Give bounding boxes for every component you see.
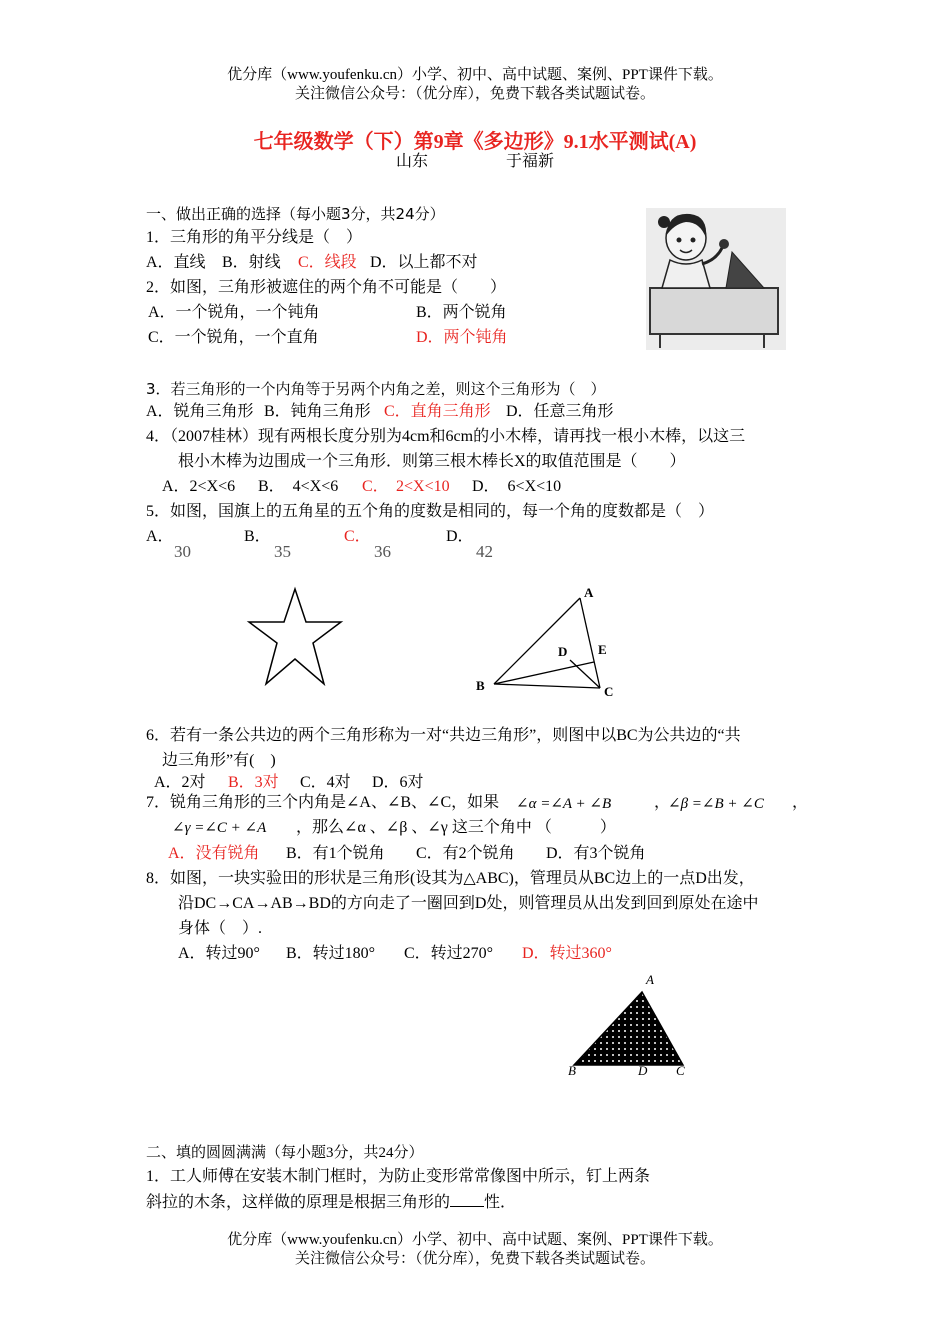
q7-comma-2: ， [792,794,809,811]
field-label-b: B [568,1063,576,1078]
q5-option-a: A． [146,528,174,545]
q1-option-b: B．射线 [222,254,281,271]
section-1-heading: 一、做出正确的选择（每小题3分，共24分） [146,205,445,223]
q7-stem-line-2: ，那么∠α 、∠β 、∠γ 这三个角中 （ ） [296,819,616,836]
q5-option-c: C． [344,528,371,545]
q8-option-c: C．转过270° [404,945,494,962]
q1-option-a: A．直线 [146,254,206,271]
field-label-d: D [638,1063,648,1078]
section-2-heading: 二、填的圆圆满满（每小题3分，共24分） [146,1145,424,1161]
field-label-c: C [676,1063,685,1078]
q6-stem-line-1: 6．若有一条公共边的两个三角形称为一对“共边三角形”，则图中以BC为公共边的“共 [146,727,741,744]
q3-stem: 3．若三角形的一个内角等于另两个内角之差，则这个三角形为（ ） [146,380,606,398]
q4-stem-line-1: 4．（2007桂林）现有两根长度分别为4cm和6cm的小木棒，请再找一根小木棒，以这三 [146,428,746,445]
q3-option-c: C．直角三角形 [384,403,491,420]
header-line-1: 优分库（www.youfenku.cn）小学、初中、高中试题、案例、PPT课件下载。 [227,67,723,83]
q8-option-b: B．转过180° [286,945,376,962]
q8-option-a: A．转过90° [178,945,260,962]
header-line-2: 关注微信公众号：（优分库），免费下载各类试题试卷。 [294,86,655,102]
q7-stem-line-1: 7．锐角三角形的三个内角是∠A、∠B、∠C，如果 [146,794,500,811]
q2-option-d: D．两个钝角 [416,329,508,346]
q2-stem: 2．如图，三角形被遮住的两个角不可能是（ ） [146,279,507,296]
q8-stem-line-1: 8．如图，一块实验田的形状是三角形(设其为△ABC)，管理员从BC边上的一点D出发， [146,870,755,887]
q7-formula-gamma: ∠γ =∠C + ∠A [172,820,267,836]
q5-option-d: D． [446,528,474,545]
q1-option-c: C．线段 [298,254,357,271]
triangle-label-d: D [558,644,568,659]
girl-covering-triangle-figure [646,208,786,350]
q4-option-d: D． 6<X<10 [472,478,562,495]
q4-option-c: 2<X<10 [396,478,450,495]
q7-option-a: A．没有锐角 [168,845,260,862]
q4-option-c-letter: C． [362,478,389,495]
q5-option-b: B． [244,528,271,545]
q2-option-c: C．一个锐角，一个直角 [148,329,319,346]
q1-stem: 1．三角形的角平分线是（ ） [146,229,363,246]
q2-option-a: A．一个锐角，一个钝角 [148,304,320,321]
q3-option-d: D．任意三角形 [506,403,614,420]
triangle-bc-figure [472,584,622,702]
fill-in-blank [450,1192,484,1207]
q5-value-b: 35 [274,542,291,561]
q7-option-d: D．有3个锐角 [546,845,646,862]
q7-option-c: C．有2个锐角 [416,845,515,862]
author-region: 山东 [396,153,429,170]
triangle-label-c: C [604,684,614,699]
five-pointed-star-figure [246,586,344,688]
q3-option-a: A．锐角三角形 [146,403,254,420]
q2-option-b: B．两个锐角 [416,304,507,321]
s2-q1-line-2 [146,1192,516,1213]
q1-option-d: D．以上都不对 [370,254,478,271]
field-label-a: A [646,972,654,987]
footer-line-2: 关注微信公众号：（优分库），免费下载各类试题试卷。 [294,1251,655,1267]
q3-option-b: B．钝角三角形 [264,403,371,420]
q6-stem-line-2: 边三角形”有( ) [162,752,276,769]
triangle-label-e: E [598,642,607,657]
q5-value-c: 36 [374,542,391,561]
q8-option-d: D．转过360° [522,945,612,962]
q7-formula-beta: ∠β =∠B + ∠C [668,796,764,812]
q4-option-b: B． 4<X<6 [258,478,339,495]
q8-stem-line-3: 身体（ ）. [178,920,263,937]
triangle-label-b: B [476,678,485,693]
q7-formula-alpha: ∠α =∠A + ∠B [516,796,612,812]
q5-value-d: 42 [476,542,493,561]
q7-option-b: B．有1个锐角 [286,845,385,862]
author-name: 于福新 [506,153,555,170]
page-title: 七年级数学（下）第9章《多边形》9.1水平测试(A) [253,131,697,153]
s2-q1-line-2b: 性． [484,1194,517,1211]
q7-comma: ， [654,794,671,811]
s2-q1-line-1: 1．工人师傅在安装木制门框时，为防止变形常常像图中所示，钉上两条 [146,1168,651,1185]
q6-option-a: A．2对 [154,774,206,791]
q6-option-c: C．4对 [300,774,351,791]
experimental-field-triangle-figure [562,968,702,1080]
q8-stem-line-2: 沿DC→CA→AB→BD的方向走了一圈回到D处，则管理员从出发到回到原处在途中 [178,895,759,912]
q5-stem: 5．如图，国旗上的五角星的五个角的度数是相同的，每一个角的度数都是（ ） [146,503,715,520]
q6-option-b: B．3对 [228,774,279,791]
q4-stem-line-2: 根小木棒为边围成一个三角形．则第三根木棒长X的取值范围是（ ） [178,453,686,470]
q6-option-d: D．6对 [372,774,424,791]
triangle-label-a: A [584,585,594,600]
s2-q1-line-2a: 斜拉的木条，这样做的原理是根据三角形的 [146,1194,451,1211]
q4-option-a: A．2<X<6 [162,478,236,495]
footer-line-1: 优分库（www.youfenku.cn）小学、初中、高中试题、案例、PPT课件下载。 [227,1232,723,1248]
q5-value-a: 30 [174,542,191,561]
